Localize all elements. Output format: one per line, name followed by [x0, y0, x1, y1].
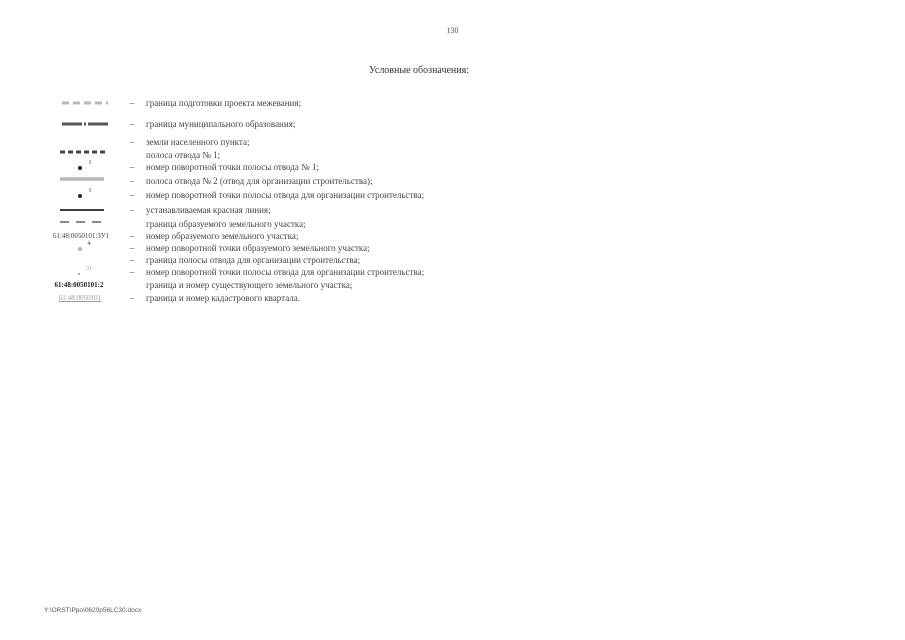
- point-label: 31: [86, 266, 92, 272]
- dash: –: [130, 205, 135, 215]
- legend-row: [0, 189, 905, 201]
- legend-text: номер образуемого земельного участка;: [146, 231, 299, 241]
- legend-text: граница подготовки проекта межевания;: [146, 98, 302, 108]
- legend-text: номер поворотной точки полосы отвода для организации строительства;: [146, 267, 425, 277]
- legend-text: граница муниципального образования;: [146, 119, 296, 129]
- dash: –: [130, 162, 135, 172]
- legend-row: [0, 161, 905, 173]
- legend-row: [0, 136, 905, 148]
- legend-text: устанавливаемая красная линия;: [146, 205, 271, 215]
- legend-text: земли населенного пункта;: [146, 137, 250, 147]
- symbol-label: 61:48:0050101:ЗУ1: [52, 232, 110, 240]
- point-1-icon: [40, 161, 130, 173]
- symbol-label: 61:48:0050101: [58, 294, 102, 302]
- point-31-icon: [40, 266, 130, 278]
- point-1-icon: [40, 189, 130, 201]
- legend-text: номер поворотной точки образуемого земельного участка;: [146, 243, 370, 253]
- legend-text: полоса отвода № 2 (отвод для организации строительства);: [146, 176, 373, 186]
- dash: –: [130, 255, 135, 265]
- point-label: 1: [88, 160, 92, 166]
- dash: –: [130, 176, 135, 186]
- file-path-footer: Y:\ORST\Ppo\0620p56LC30.docx: [44, 607, 142, 614]
- page-number: 130: [446, 26, 459, 35]
- dash: –: [130, 119, 135, 129]
- dash: –: [130, 231, 135, 241]
- legend-row: [0, 254, 905, 266]
- existing-plot-number-label: [40, 279, 130, 291]
- dark-thick-dashdot-line-icon: [40, 118, 130, 130]
- legend-row: [0, 204, 905, 216]
- legend-row: [0, 292, 905, 304]
- legend-row: [0, 279, 905, 291]
- gray-dashed-line-icon: [40, 97, 130, 109]
- dash: –: [130, 293, 135, 303]
- legend-text: полоса отвода № 1;: [146, 150, 221, 160]
- point-label: 1: [88, 188, 92, 194]
- long-dashed-line-icon: [40, 218, 130, 230]
- point-label: 4: [87, 241, 91, 247]
- legend-row: [0, 149, 905, 161]
- dash: –: [130, 267, 135, 277]
- dash: –: [130, 190, 135, 200]
- legend-text: граница образуемого земельного участка;: [146, 219, 306, 229]
- black-solid-line-icon: [40, 204, 130, 216]
- legend-row: [0, 218, 905, 230]
- legend-row: [0, 266, 905, 278]
- legend-row: [0, 230, 905, 242]
- symbol-label: 61:48:0050101:2: [54, 281, 104, 289]
- point-4-icon: [40, 242, 130, 254]
- dash: –: [130, 243, 135, 253]
- legend-title: Условные обозначения:: [369, 65, 470, 76]
- legend-row: [0, 97, 905, 109]
- dash: –: [130, 137, 135, 147]
- legend-row: [0, 242, 905, 254]
- legend-text: номер поворотной точки полосы отвода № 1;: [146, 162, 319, 172]
- cadastral-quarter-label: [40, 292, 130, 304]
- dash: –: [130, 98, 135, 108]
- legend-text: граница полосы отвода для организации строительства;: [146, 255, 361, 265]
- legend-row: [0, 175, 905, 187]
- legend-text: номер поворотной точки полосы отвода для организации строительства;: [146, 190, 425, 200]
- legend-text: граница и номер существующего земельного участка;: [146, 280, 353, 290]
- legend-row: [0, 118, 905, 130]
- legend-text: граница и номер кадастрового квартала.: [146, 293, 301, 303]
